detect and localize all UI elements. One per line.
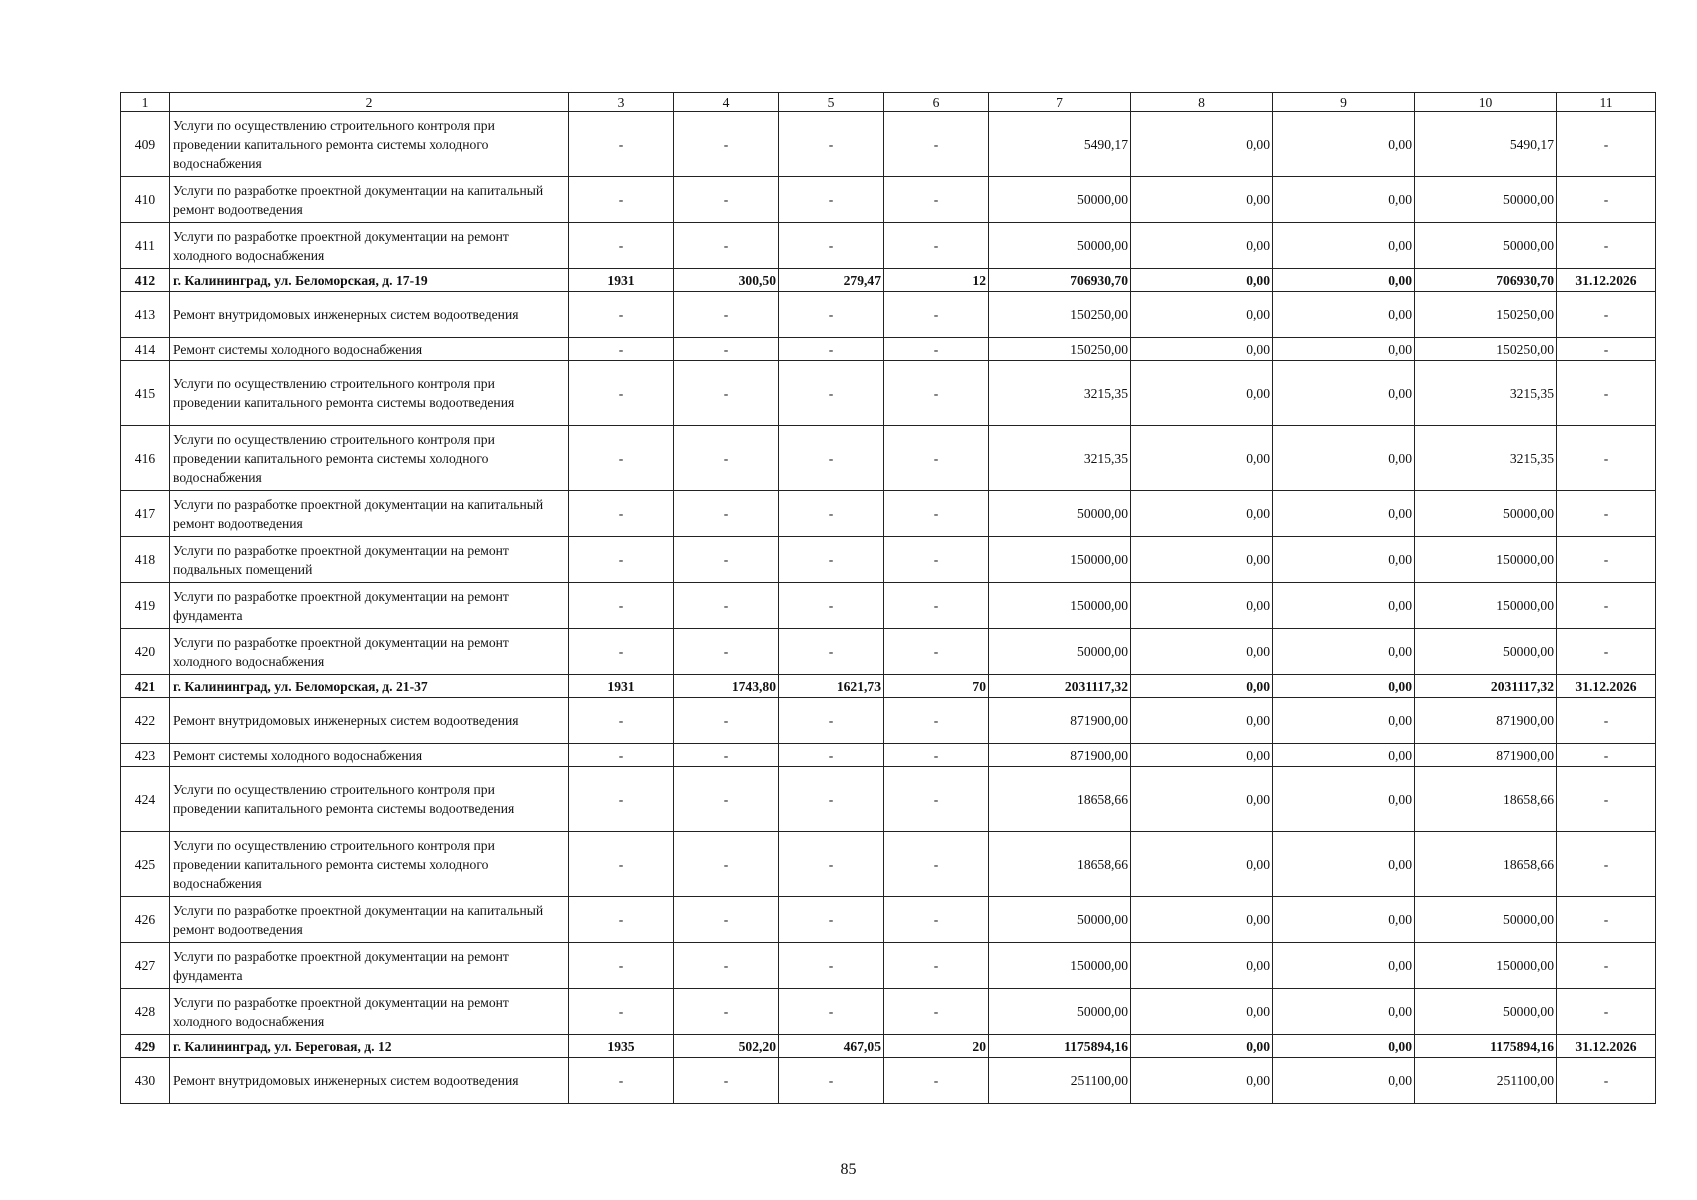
cell-col3: -	[569, 112, 674, 177]
cell-col8: 0,00	[1131, 269, 1273, 292]
cell-col10: 50000,00	[1415, 989, 1557, 1035]
cell-col10: 150000,00	[1415, 537, 1557, 583]
cell-col6: -	[884, 583, 989, 629]
row-name: Услуги по разработке проектной документации на капитальный ремонт водоотведения	[170, 177, 569, 223]
cell-col11: -	[1557, 767, 1656, 832]
column-header: 10	[1415, 93, 1557, 112]
table-row	[121, 989, 1656, 1035]
cell-col9: 0,00	[1273, 338, 1415, 361]
row-number: 415	[121, 361, 170, 426]
row-number: 411	[121, 223, 170, 269]
cell-col8: 0,00	[1131, 1035, 1273, 1058]
cell-col11: -	[1557, 491, 1656, 537]
cell-col4: -	[674, 832, 779, 897]
address-row	[121, 1035, 1656, 1058]
cell-col4: -	[674, 426, 779, 491]
cell-col9: 0,00	[1273, 897, 1415, 943]
cell-col7: 871900,00	[989, 698, 1131, 744]
cell-col5: -	[779, 629, 884, 675]
row-name: Ремонт системы холодного водоснабжения	[170, 338, 569, 361]
cell-col3: 1935	[569, 1035, 674, 1058]
cell-col6: -	[884, 292, 989, 338]
column-header: 7	[989, 93, 1131, 112]
cell-col10: 150250,00	[1415, 338, 1557, 361]
cell-col11: -	[1557, 537, 1656, 583]
row-number: 410	[121, 177, 170, 223]
cell-col3: -	[569, 177, 674, 223]
cell-col7: 50000,00	[989, 989, 1131, 1035]
row-name: Услуги по осуществлению строительного контроля при проведении капитального ремонта системы водоотведения	[170, 361, 569, 426]
row-number: 422	[121, 698, 170, 744]
cell-col7: 150250,00	[989, 338, 1131, 361]
cell-col7: 871900,00	[989, 744, 1131, 767]
row-number: 413	[121, 292, 170, 338]
cell-col4: -	[674, 177, 779, 223]
cell-col8: 0,00	[1131, 583, 1273, 629]
cell-col7: 5490,17	[989, 112, 1131, 177]
table-row	[121, 338, 1656, 361]
cell-col4: -	[674, 629, 779, 675]
cell-col8: 0,00	[1131, 292, 1273, 338]
cell-col6: -	[884, 223, 989, 269]
cell-col8: 0,00	[1131, 989, 1273, 1035]
cell-col8: 0,00	[1131, 698, 1273, 744]
cell-col9: 0,00	[1273, 491, 1415, 537]
cell-col4: -	[674, 338, 779, 361]
row-number: 428	[121, 989, 170, 1035]
cell-col6: -	[884, 832, 989, 897]
cell-col11: -	[1557, 698, 1656, 744]
table-row	[121, 897, 1656, 943]
cell-col3: -	[569, 989, 674, 1035]
cell-col6: -	[884, 744, 989, 767]
cell-col8: 0,00	[1131, 832, 1273, 897]
cell-col8: 0,00	[1131, 629, 1273, 675]
cell-col8: 0,00	[1131, 744, 1273, 767]
cell-col3: -	[569, 629, 674, 675]
cell-col5: 467,05	[779, 1035, 884, 1058]
cell-col5: -	[779, 177, 884, 223]
cell-col10: 871900,00	[1415, 744, 1557, 767]
row-name: г. Калининград, ул. Береговая, д. 12	[170, 1035, 569, 1058]
cell-col10: 150000,00	[1415, 583, 1557, 629]
column-header: 8	[1131, 93, 1273, 112]
cell-col7: 50000,00	[989, 629, 1131, 675]
cell-col10: 18658,66	[1415, 832, 1557, 897]
cell-col11: 31.12.2026	[1557, 1035, 1656, 1058]
cell-col10: 50000,00	[1415, 177, 1557, 223]
cell-col10: 251100,00	[1415, 1058, 1557, 1104]
cell-col11: -	[1557, 177, 1656, 223]
cell-col9: 0,00	[1273, 223, 1415, 269]
cell-col6: -	[884, 338, 989, 361]
cell-col7: 150000,00	[989, 537, 1131, 583]
cell-col6: -	[884, 943, 989, 989]
cell-col11: -	[1557, 989, 1656, 1035]
column-header: 5	[779, 93, 884, 112]
address-row	[121, 269, 1656, 292]
cell-col10: 3215,35	[1415, 426, 1557, 491]
cell-col9: 0,00	[1273, 832, 1415, 897]
cell-col10: 706930,70	[1415, 269, 1557, 292]
cell-col7: 3215,35	[989, 361, 1131, 426]
row-number: 418	[121, 537, 170, 583]
cell-col7: 50000,00	[989, 491, 1131, 537]
table-row	[121, 629, 1656, 675]
cell-col5: -	[779, 832, 884, 897]
cell-col5: 1621,73	[779, 675, 884, 698]
column-header: 1	[121, 93, 170, 112]
cell-col4: -	[674, 583, 779, 629]
cell-col7: 2031117,32	[989, 675, 1131, 698]
cell-col6: -	[884, 897, 989, 943]
cell-col6: -	[884, 989, 989, 1035]
cell-col3: -	[569, 767, 674, 832]
cell-col8: 0,00	[1131, 223, 1273, 269]
cell-col8: 0,00	[1131, 675, 1273, 698]
cell-col9: 0,00	[1273, 1035, 1415, 1058]
cell-col11: -	[1557, 223, 1656, 269]
cell-col3: -	[569, 537, 674, 583]
cell-col10: 150250,00	[1415, 292, 1557, 338]
cell-col8: 0,00	[1131, 537, 1273, 583]
row-name: Услуги по разработке проектной документации на ремонт холодного водоснабжения	[170, 989, 569, 1035]
cell-col3: 1931	[569, 269, 674, 292]
cell-col11: -	[1557, 897, 1656, 943]
column-header: 4	[674, 93, 779, 112]
cell-col5: -	[779, 537, 884, 583]
cell-col9: 0,00	[1273, 675, 1415, 698]
cell-col11: 31.12.2026	[1557, 675, 1656, 698]
cell-col9: 0,00	[1273, 943, 1415, 989]
cell-col7: 706930,70	[989, 269, 1131, 292]
column-header: 6	[884, 93, 989, 112]
cell-col8: 0,00	[1131, 767, 1273, 832]
cell-col10: 50000,00	[1415, 629, 1557, 675]
cell-col7: 1175894,16	[989, 1035, 1131, 1058]
cell-col3: -	[569, 744, 674, 767]
cell-col10: 18658,66	[1415, 767, 1557, 832]
cell-col5: -	[779, 112, 884, 177]
table-row	[121, 491, 1656, 537]
row-name: Ремонт внутридомовых инженерных систем водоотведения	[170, 292, 569, 338]
row-name: Услуги по осуществлению строительного контроля при проведении капитального ремонта системы холодного водоснабжения	[170, 112, 569, 177]
table-row	[121, 583, 1656, 629]
column-header: 2	[170, 93, 569, 112]
cell-col5: -	[779, 744, 884, 767]
cell-col3: -	[569, 698, 674, 744]
cell-col5: -	[779, 698, 884, 744]
cell-col10: 3215,35	[1415, 361, 1557, 426]
row-number: 412	[121, 269, 170, 292]
cell-col4: -	[674, 112, 779, 177]
column-header: 9	[1273, 93, 1415, 112]
cell-col6: -	[884, 767, 989, 832]
cell-col4: -	[674, 1058, 779, 1104]
cell-col9: 0,00	[1273, 537, 1415, 583]
cell-col7: 150250,00	[989, 292, 1131, 338]
page-number: 85	[840, 1161, 857, 1178]
cell-col6: -	[884, 537, 989, 583]
cell-col9: 0,00	[1273, 426, 1415, 491]
cell-col6: -	[884, 1058, 989, 1104]
cell-col3: -	[569, 583, 674, 629]
cell-col6: -	[884, 491, 989, 537]
cell-col11: -	[1557, 338, 1656, 361]
cell-col3: -	[569, 426, 674, 491]
cell-col9: 0,00	[1273, 698, 1415, 744]
table-row	[121, 744, 1656, 767]
cell-col4: -	[674, 491, 779, 537]
cell-col3: -	[569, 1058, 674, 1104]
table-row	[121, 223, 1656, 269]
cell-col4: 502,20	[674, 1035, 779, 1058]
cell-col9: 0,00	[1273, 1058, 1415, 1104]
cell-col7: 50000,00	[989, 177, 1131, 223]
cell-col10: 50000,00	[1415, 223, 1557, 269]
cell-col8: 0,00	[1131, 112, 1273, 177]
cell-col6: -	[884, 426, 989, 491]
row-number: 420	[121, 629, 170, 675]
cell-col9: 0,00	[1273, 989, 1415, 1035]
table-row	[121, 767, 1656, 832]
cell-col8: 0,00	[1131, 426, 1273, 491]
row-name: Услуги по осуществлению строительного контроля при проведении капитального ремонта системы холодного водоснабжения	[170, 832, 569, 897]
cell-col3: 1931	[569, 675, 674, 698]
cell-col8: 0,00	[1131, 361, 1273, 426]
cell-col7: 150000,00	[989, 583, 1131, 629]
cell-col10: 2031117,32	[1415, 675, 1557, 698]
cell-col5: -	[779, 897, 884, 943]
cell-col4: -	[674, 989, 779, 1035]
cell-col3: -	[569, 338, 674, 361]
cell-col6: -	[884, 112, 989, 177]
row-name: г. Калининград, ул. Беломорская, д. 17-19	[170, 269, 569, 292]
cell-col3: -	[569, 361, 674, 426]
cell-col9: 0,00	[1273, 269, 1415, 292]
table-row	[121, 426, 1656, 491]
table-row	[121, 1058, 1656, 1104]
address-row	[121, 675, 1656, 698]
cell-col7: 18658,66	[989, 767, 1131, 832]
table-row	[121, 292, 1656, 338]
cell-col9: 0,00	[1273, 361, 1415, 426]
cell-col11: -	[1557, 1058, 1656, 1104]
row-name: г. Калининград, ул. Беломорская, д. 21-37	[170, 675, 569, 698]
cell-col9: 0,00	[1273, 583, 1415, 629]
works-table	[120, 92, 1656, 1104]
cell-col8: 0,00	[1131, 491, 1273, 537]
cell-col8: 0,00	[1131, 943, 1273, 989]
row-name: Ремонт внутридомовых инженерных систем водоотведения	[170, 698, 569, 744]
cell-col8: 0,00	[1131, 897, 1273, 943]
cell-col6: -	[884, 629, 989, 675]
header-row	[121, 93, 1656, 112]
cell-col4: -	[674, 744, 779, 767]
cell-col11: -	[1557, 426, 1656, 491]
row-number: 421	[121, 675, 170, 698]
row-number: 409	[121, 112, 170, 177]
row-number: 414	[121, 338, 170, 361]
cell-col5: 279,47	[779, 269, 884, 292]
cell-col9: 0,00	[1273, 744, 1415, 767]
row-number: 419	[121, 583, 170, 629]
cell-col11: -	[1557, 583, 1656, 629]
cell-col4: -	[674, 897, 779, 943]
cell-col10: 871900,00	[1415, 698, 1557, 744]
table-row	[121, 698, 1656, 744]
cell-col3: -	[569, 223, 674, 269]
cell-col3: -	[569, 943, 674, 989]
row-name: Услуги по разработке проектной документации на ремонт фундамента	[170, 943, 569, 989]
row-number: 423	[121, 744, 170, 767]
cell-col11: -	[1557, 112, 1656, 177]
cell-col3: -	[569, 832, 674, 897]
cell-col4: -	[674, 292, 779, 338]
cell-col4: -	[674, 698, 779, 744]
table-row	[121, 361, 1656, 426]
cell-col4: 300,50	[674, 269, 779, 292]
cell-col7: 251100,00	[989, 1058, 1131, 1104]
cell-col10: 1175894,16	[1415, 1035, 1557, 1058]
row-number: 416	[121, 426, 170, 491]
cell-col11: -	[1557, 832, 1656, 897]
cell-col6: 20	[884, 1035, 989, 1058]
table-row	[121, 943, 1656, 989]
cell-col3: -	[569, 897, 674, 943]
column-header: 11	[1557, 93, 1656, 112]
cell-col8: 0,00	[1131, 177, 1273, 223]
cell-col10: 150000,00	[1415, 943, 1557, 989]
cell-col5: -	[779, 943, 884, 989]
cell-col10: 5490,17	[1415, 112, 1557, 177]
cell-col5: -	[779, 426, 884, 491]
row-number: 425	[121, 832, 170, 897]
cell-col7: 150000,00	[989, 943, 1131, 989]
cell-col6: -	[884, 698, 989, 744]
table-row	[121, 832, 1656, 897]
cell-col11: -	[1557, 629, 1656, 675]
cell-col9: 0,00	[1273, 629, 1415, 675]
cell-col9: 0,00	[1273, 767, 1415, 832]
row-number: 424	[121, 767, 170, 832]
row-name: Ремонт внутридомовых инженерных систем водоотведения	[170, 1058, 569, 1104]
cell-col11: -	[1557, 361, 1656, 426]
cell-col7: 3215,35	[989, 426, 1131, 491]
cell-col5: -	[779, 292, 884, 338]
cell-col9: 0,00	[1273, 112, 1415, 177]
cell-col4: -	[674, 223, 779, 269]
cell-col5: -	[779, 223, 884, 269]
cell-col11: -	[1557, 292, 1656, 338]
cell-col11: -	[1557, 943, 1656, 989]
table-row	[121, 537, 1656, 583]
row-number: 426	[121, 897, 170, 943]
cell-col8: 0,00	[1131, 338, 1273, 361]
cell-col5: -	[779, 583, 884, 629]
cell-col6: 70	[884, 675, 989, 698]
row-number: 427	[121, 943, 170, 989]
row-name: Услуги по осуществлению строительного контроля при проведении капитального ремонта системы холодного водоснабжения	[170, 426, 569, 491]
cell-col6: 12	[884, 269, 989, 292]
cell-col7: 50000,00	[989, 897, 1131, 943]
cell-col7: 18658,66	[989, 832, 1131, 897]
cell-col5: -	[779, 361, 884, 426]
table-row	[121, 112, 1656, 177]
cell-col5: -	[779, 491, 884, 537]
table-row	[121, 177, 1656, 223]
cell-col7: 50000,00	[989, 223, 1131, 269]
row-name: Ремонт системы холодного водоснабжения	[170, 744, 569, 767]
cell-col8: 0,00	[1131, 1058, 1273, 1104]
cell-col5: -	[779, 767, 884, 832]
cell-col11: -	[1557, 744, 1656, 767]
cell-col4: -	[674, 537, 779, 583]
row-name: Услуги по разработке проектной документации на капитальный ремонт водоотведения	[170, 491, 569, 537]
row-name: Услуги по разработке проектной документации на ремонт холодного водоснабжения	[170, 223, 569, 269]
cell-col9: 0,00	[1273, 177, 1415, 223]
cell-col4: -	[674, 361, 779, 426]
cell-col10: 50000,00	[1415, 897, 1557, 943]
cell-col10: 50000,00	[1415, 491, 1557, 537]
cell-col3: -	[569, 292, 674, 338]
row-name: Услуги по разработке проектной документации на капитальный ремонт водоотведения	[170, 897, 569, 943]
row-number: 417	[121, 491, 170, 537]
row-name: Услуги по разработке проектной документации на ремонт фундамента	[170, 583, 569, 629]
cell-col5: -	[779, 1058, 884, 1104]
row-number: 430	[121, 1058, 170, 1104]
cell-col5: -	[779, 989, 884, 1035]
row-name: Услуги по разработке проектной документации на ремонт подвальных помещений	[170, 537, 569, 583]
cell-col9: 0,00	[1273, 292, 1415, 338]
cell-col4: 1743,80	[674, 675, 779, 698]
cell-col4: -	[674, 943, 779, 989]
cell-col6: -	[884, 361, 989, 426]
row-number: 429	[121, 1035, 170, 1058]
cell-col4: -	[674, 767, 779, 832]
column-header: 3	[569, 93, 674, 112]
cell-col3: -	[569, 491, 674, 537]
cell-col6: -	[884, 177, 989, 223]
row-name: Услуги по осуществлению строительного контроля при проведении капитального ремонта системы водоотведения	[170, 767, 569, 832]
cell-col11: 31.12.2026	[1557, 269, 1656, 292]
cell-col5: -	[779, 338, 884, 361]
row-name: Услуги по разработке проектной документации на ремонт холодного водоснабжения	[170, 629, 569, 675]
